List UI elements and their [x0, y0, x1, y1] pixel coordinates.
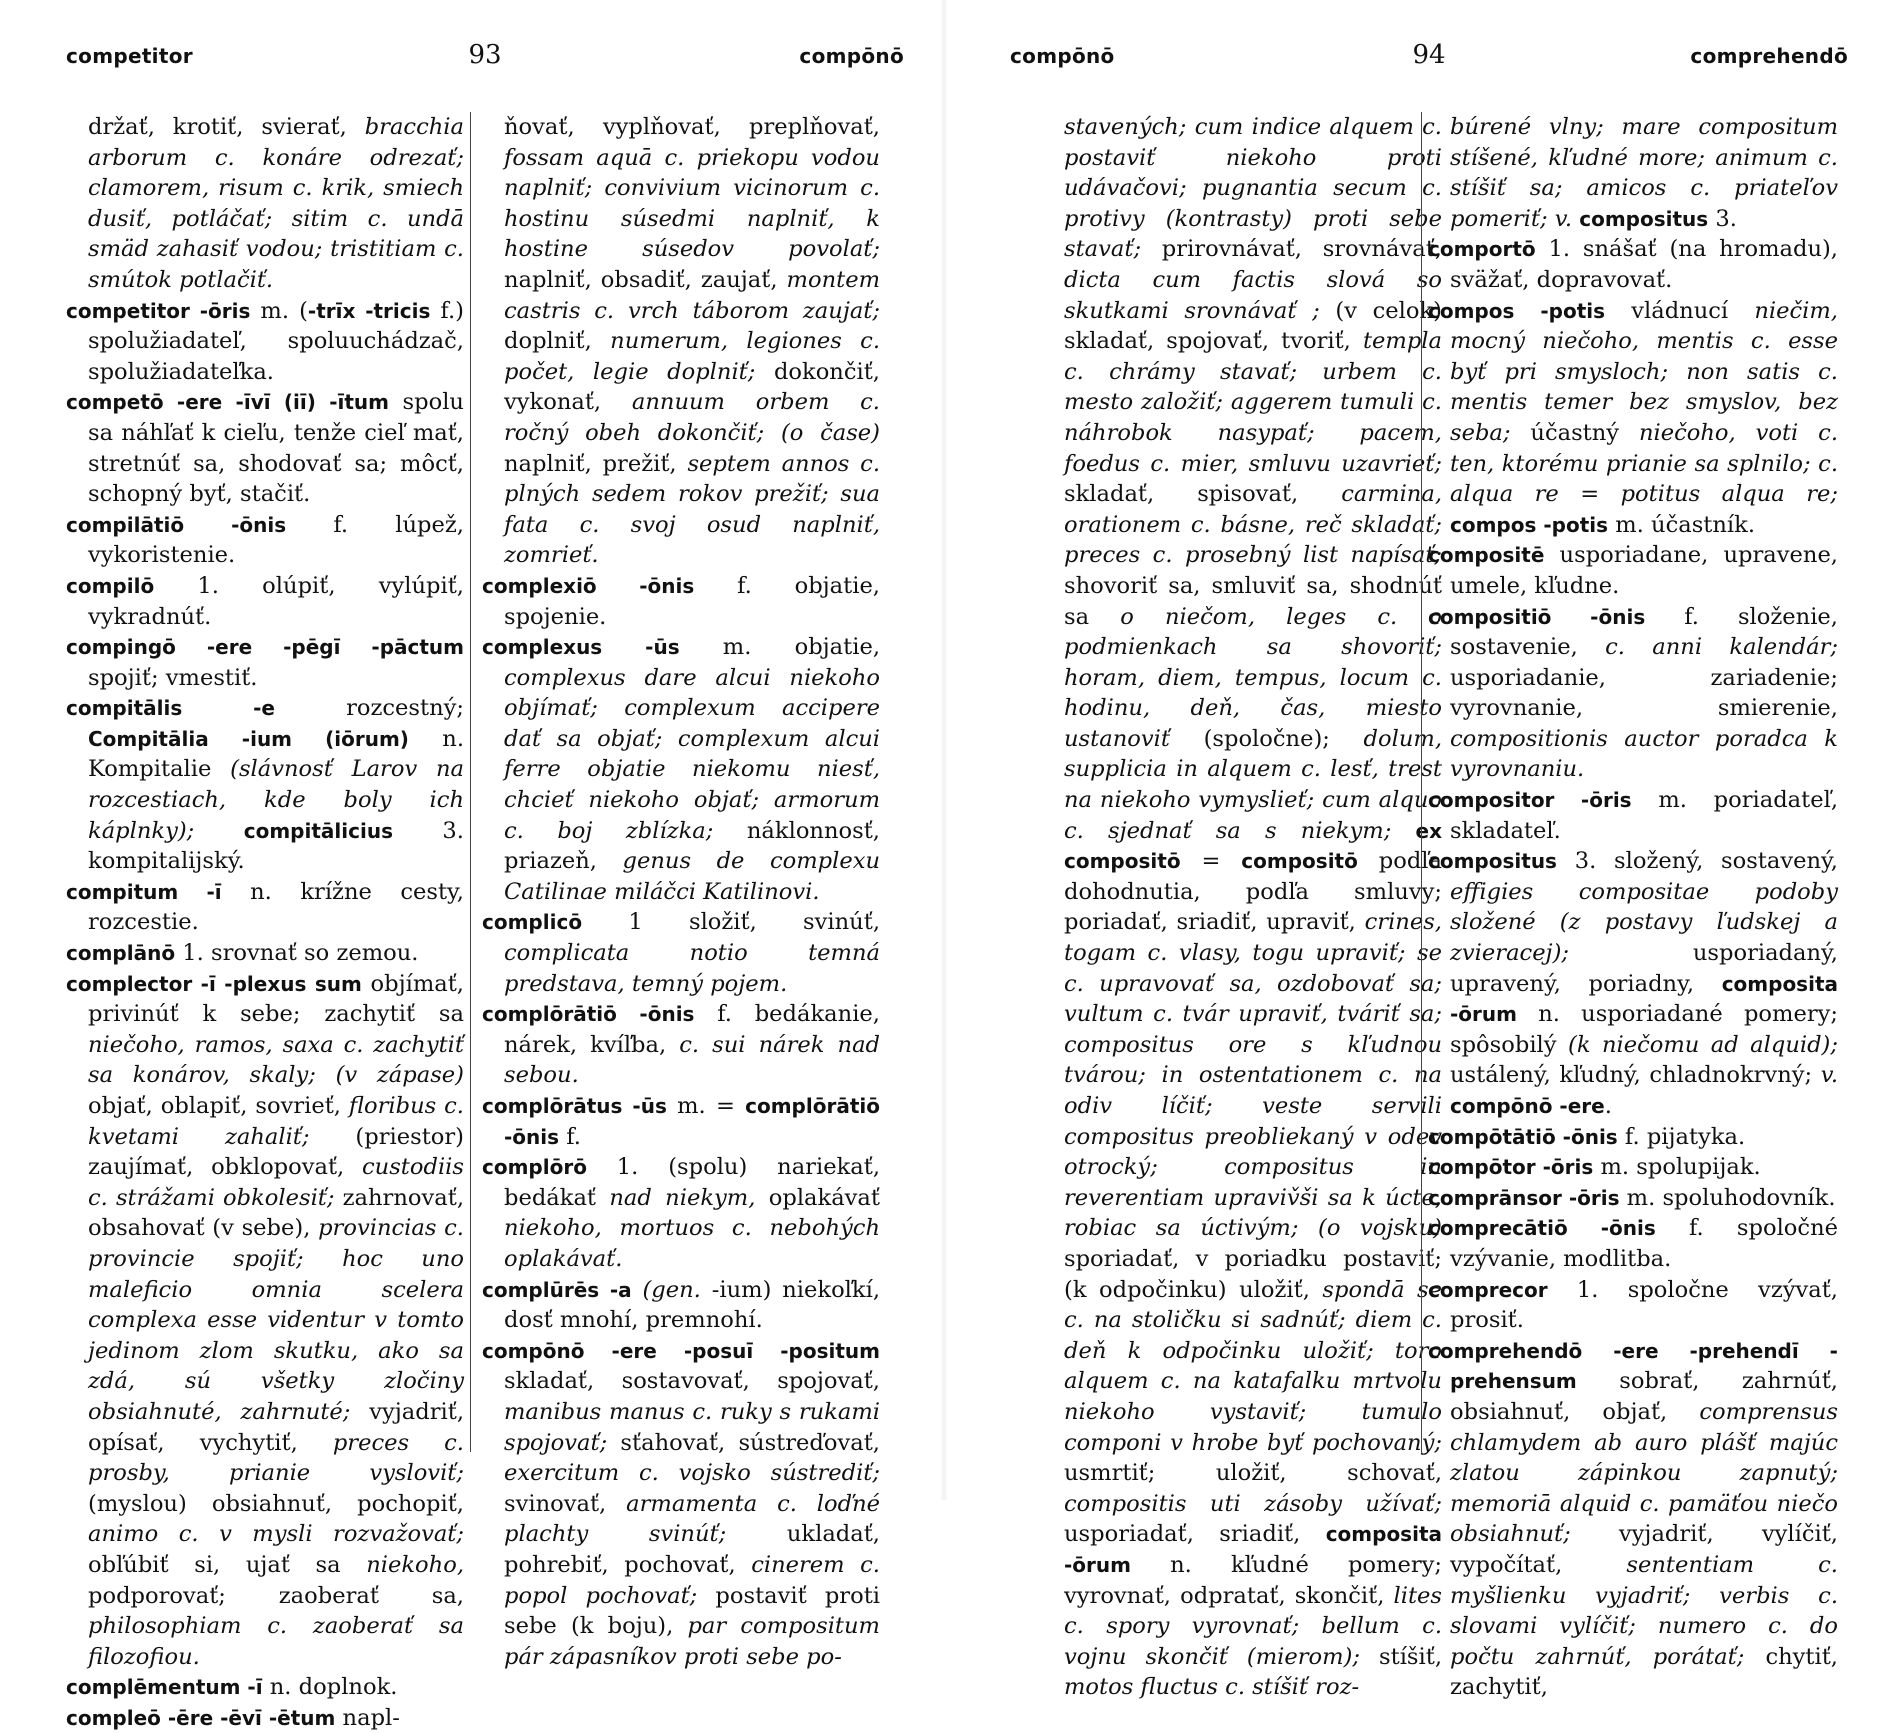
dictionary-entry: compitum -ī n. krížne cesty, rozcestie.	[66, 878, 464, 936]
dictionary-entry: ňovať, vyplňovať, preplňovať, fossam aquā c. priekopu vodou naplniť; convivium vicinorum c. hostinu súsedmi naplniť, k hostine súsedov povolať; naplniť, obsadiť, zaujať, montem castris c. vrch táborom zaujať; doplniť, numerum, legiones c. počet, legie doplniť; dokončiť, vykonať, annuum orbem c. ročný obeh dokončiť; (o čase) naplniť, prežiť, septem annos c. plných sedem rokov prežiť; sua fata c. svoj osud naplniť, zomrieť.	[504, 114, 880, 569]
dictionary-entry: compilō 1. olúpiť, vylúpiť, vykradnúť.	[66, 572, 464, 630]
dictionary-entry: compōnō -ere -posuī -positum skladať, sostavovať, spojovať, manibus manus c. ruky s rukami spojovať; sťahovať, sústreďovať, exercitum c. vojsko sústrediť; svinovať, armamenta c. loďné plachty svinúť; ukladať, pohrebiť, pochovať, cinerem c. popol pochovať; postaviť proti sebe (k boju), par compositum pár zápasníkov proti sebe po-	[482, 1338, 880, 1670]
right-page-number: 94	[1412, 40, 1446, 70]
left-page	[0, 0, 944, 1731]
right-guide-word: compōnō	[1010, 44, 1115, 68]
left-page-header	[66, 40, 904, 78]
dictionary-entry: complānō 1. srovnať so zemou.	[66, 940, 419, 967]
right-page-header	[1010, 40, 1848, 78]
dictionary-entry: competō -ere -īvī (iī) -ītum spolu sa náhľať k cieľu, tenže cieľ mať, stretnúť sa, shodovať sa; môcť, schopný byť, stačiť.	[66, 389, 464, 508]
dictionary-entry: complōrātiō -ōnis f. bedákanie, nárek, kvíľba, c. sui nárek nad sebou.	[482, 1001, 881, 1089]
dictionary-entry: complēmentum -ī n. doplnok.	[66, 1674, 398, 1701]
dictionary-entry: complector -ī -plexus sum objímať, privinúť k sebe; zachytiť sa niečoho, ramos, saxa c. zachytiť sa konárov, skaly; (v zápase) objať, oblapiť, sovrieť, floribus c. kvetami zahaliť; (priestor) zaujímať, obklopovať, custodiis c. strážami obkolesiť; zahrnovať, obsahovať (v sebe), provincias c. provincie spojiť; hoc uno maleficio omnia scelera complexa esse videntur v tomto jedinom zlom skutku, ako sa zdá, sú všetky zločiny obsiahnuté, zahrnuté; vyjadriť, opísať, vychytiť, preces c. prosby, prianie vysloviť; (myslou) obsiahnuť, pochopiť, animo c. v mysli rozvažovať; obľúbiť si, ujať sa niekoho, podporovať; zaoberať sa, philosophiam c. zaoberať sa filozofiou.	[66, 970, 465, 1670]
left-page-column-2	[482, 112, 880, 1672]
dictionary-entry: búrené vlny; mare compositum stíšené, kľudné more; animum c. stíšiť sa; amicos c. priateľov pomeriť; v. compositus 3.	[1450, 114, 1838, 232]
dictionary-entry: stavených; cum indice alquem c. postaviť niekoho proti udávačovi; pugnantia secum c. protivy (kontrasty) proti sebe stavať; prirovnávať, srovnávať, dicta cum factis slová so skutkami srovnávať ; (v celok) skladať, spojovať, tvoriť, templa c. chrámy stavať; urbem c. mesto založiť; aggerem tumuli c. náhrobok nasypať; pacem, foedus c. mier, smluvu uzavrieť; skladať, spisovať, carmina, orationem c. básne, reč skladať; preces c. prosebný list napísať; shovoriť sa, smluviť sa, shodnúť sa o niečom, leges c. o podmienkach sa shovoriť; horam, diem, tempus, locum c. hodinu, deň, čas, miesto ustanoviť (spoločne); dolum, supplicia in alquem c. lesť, trest na niekoho vymyslieť; cum alquo c. sjednať sa s niekym; ex compositō = compositō podľa dohodnutia, podľa smluvy; poriadať, sriadiť, upraviť, crines, togam c. vlasy, togu upraviť; se c. upravovať sa, ozdobovať sa; vultum c. tvár upraviť, tváriť sa; compositus ore s kľudnou tvárou; in ostentationem c. na odiv líčiť; veste servili compositus preobliekaný v odev otrocký; compositus in reverentiam upraviv̌ši sa k úcte, robiac sa úctivým; (o vojsku) sporiadať, v poriadku postaviť; (k odpočinku) uložiť, spondā se c. na stoličku si sadnúť; diem c. deň k odpočinku uložiť; toro alquem c. na katafalku mrtvolu niekoho vystaviť; tumulo componi v hrobe byť pochovaný; usmrtiť; uložiť, schovať, compositis uti zásoby užívať; usporiadať, sriadiť, composita -ōrum n. kľudné pomery; vyrovnať, odpratať, skončiť, lites c. spory vyrovnať; bellum c. vojnu skončiť (mierom); stíšiť, motos fluctus c. stíšiť roz-	[1064, 114, 1442, 1701]
dictionary-entry: complōrō 1. (spolu) nariekať, bedákať nad niekym, oplakávať niekoho, mortuos c. nebohých oplakávať.	[482, 1154, 880, 1272]
dictionary-entry: competitor -ōris m. (-trīx -tricis f.) spolužiadateľ, spoluuchádzač, spolužiadateľka.	[66, 297, 464, 385]
dictionary-entry: comprānsor -ōris m. spoluhodovník.	[1428, 1184, 1836, 1211]
dictionary-entry: complicō 1 složiť, svinúť, complicata notio temná predstava, temný pojem.	[482, 909, 880, 997]
dictionary-entry: compitālis -e rozcestný; Compitālia -ium (iōrum) n. Kompitalie (slávnosť Larov na rozcestiach, kde boly ich káplnky); compitālicius 3. kompitalijský.	[66, 695, 465, 875]
right-page	[944, 0, 1888, 1701]
dictionary-entry: comprecor 1. spoločne vzývať, prosiť.	[1428, 1276, 1838, 1334]
right-guide-word-end: comprehendō	[1690, 44, 1848, 68]
left-guide-word: competitor	[66, 44, 193, 68]
right-page-column-1	[1042, 112, 1442, 1703]
dictionary-entry: compōtātiō -ōnis f. pijatyka.	[1428, 1123, 1746, 1150]
dictionary-entry: complexiō -ōnis f. objatie, spojenie.	[482, 572, 880, 630]
dictionary-entry: compōtor -ōris m. spolupijak.	[1428, 1154, 1761, 1181]
dictionary-entry: comprehendō -ere -prehendī -prehensum sobrať, zahrnúť, obsiahnuť, objať, comprensus chlamydem ab auro plášť majúc zlatou zápinkou zapnutý; memoriā alquid c. pamäťou niečo obsiahnuť; vyjadriť, vylíčiť, vypočítať, sententiam c. myšlienku vyjadriť; verbis c. slovami vylíčiť; numero c. do počtu zahrnúť, porátať; chytiť, zachytiť,	[1428, 1338, 1838, 1701]
dictionary-entry: compositiō -ōnis f. složenie, sostavenie, c. anni kalendár; usporiadanie, zariadenie; vyrovnanie, smierenie, compositionis auctor poradca k vyrovnaniu.	[1428, 603, 1838, 783]
right-column-rule	[1421, 112, 1422, 1452]
dictionary-entry: compingō -ere -pēgī -pāctum spojiť; vmestiť.	[66, 635, 464, 691]
dictionary-entry: držať, krotiť, svierať, bracchia arborum c. konáre odrezať; clamorem, risum c. krik, smiech dusiť, potláčať; sitim c. undā smäd zahasiť vodou; tristitiam c. smútok potlačiť.	[88, 114, 464, 293]
left-column-rule	[470, 112, 471, 1452]
dictionary-entry: complōrātus -ūs m. = complōrātiō -ōnis f.	[482, 1093, 880, 1150]
dictionary-entry: comprecātiō -ōnis f. spoločné vzývanie, modlitba.	[1428, 1215, 1838, 1272]
dictionary-entry: compositus 3. složený, sostavený, effigies compositae podoby složené (z postavy ľudskej a zvieracej); usporiadaný, upravený, poriadny, composita -ōrum n. usporiadané pomery; spôsobilý (k niečomu ad alquid); ustálený, kľudný, chladnokrvný; v. compōnō -ere.	[1428, 848, 1838, 1119]
right-page-column-2	[1428, 112, 1838, 1703]
dictionary-entry: compositē usporiadane, upravene, umele, kľudne.	[1428, 542, 1838, 599]
dictionary-entry: compos -potis vládnucí niečim, mocný niečoho, mentis c. esse byť pri smysloch; non satis c. mentis temer bez smyslov, bez seba; účastný niečoho, voti c. ten, ktorému prianie sa splnilo; c. alqua re = potitus alqua re; compos -potis m. účastník.	[1428, 297, 1838, 538]
dictionary-entry: compositor -ōris m. poriadateľ, skladateľ.	[1428, 787, 1839, 844]
left-guide-word-end: compōnō	[799, 44, 904, 68]
left-page-column-1	[66, 112, 464, 1733]
dictionary-entry: compleō -ēre -ēvī -ētum napl-	[66, 1704, 400, 1731]
dictionary-entry: comportō 1. snášať (na hromadu), sväžať, dopravovať.	[1428, 236, 1838, 293]
dictionary-entry: complexus -ūs m. objatie, complexus dare alcui niekoho objímať; complexum accipere dať sa objať; complexum alcui ferre objatie niekomu niesť, chcieť niekoho objať; armorum c. boj zblízka; náklonnosť, priazeň, genus de complexu Catilinae miláčci Katilinovi.	[482, 634, 880, 905]
left-page-number: 93	[468, 40, 502, 70]
dictionary-entry: compilātiō -ōnis f. lúpež, vykoristenie.	[66, 511, 464, 569]
dictionary-entry: complūrēs -a (gen. -ium) niekoľkí, dosť mnohí, premnohí.	[482, 1276, 881, 1334]
